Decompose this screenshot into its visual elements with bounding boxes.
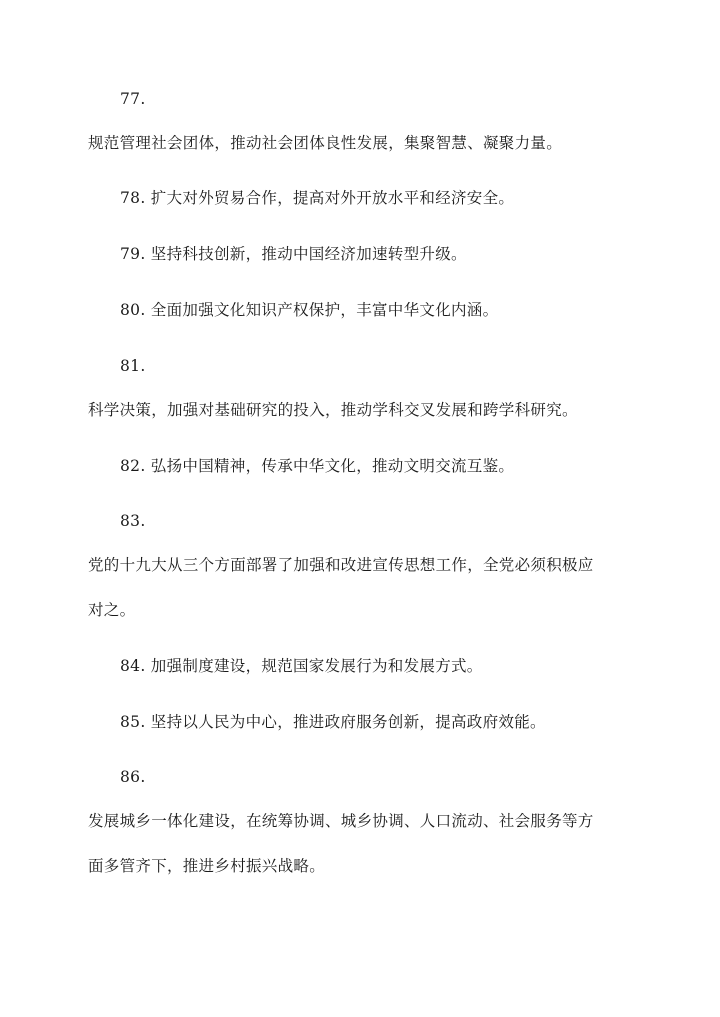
item-77-number: 77. xyxy=(120,90,146,108)
item-82-text: 弘扬中国精神，传承中华文化，推动文明交流互鉴。 xyxy=(150,457,515,475)
item-78 xyxy=(120,188,514,208)
item-82-number: 82. xyxy=(120,457,146,475)
item-82 xyxy=(120,456,514,476)
item-84-number: 84. xyxy=(120,657,146,675)
item-85-number: 85. xyxy=(120,713,146,731)
item-85-text: 坚持以人民为中心，推进政府服务创新，提高政府效能。 xyxy=(150,713,546,731)
item-80-text: 全面加强文化知识产权保护，丰富中华文化内涵。 xyxy=(150,301,499,319)
item-86-text-line1: 发展城乡一体化建设，在统筹协调、城乡协调、人口流动、社会服务等方 xyxy=(88,812,594,830)
item-78-number: 78. xyxy=(120,189,146,207)
item-80 xyxy=(120,300,498,320)
item-86-text-line2: 面多管齐下，推进乡村振兴战略。 xyxy=(88,857,326,875)
item-84 xyxy=(120,656,483,676)
item-79-number: 79. xyxy=(120,245,146,263)
item-80-number: 80. xyxy=(120,301,146,319)
item-83-number: 83. xyxy=(120,512,146,530)
item-85 xyxy=(120,712,546,732)
item-79 xyxy=(120,244,467,264)
item-81-text: 科学决策，加强对基础研究的投入，推动学科交叉发展和跨学科研究。 xyxy=(88,401,578,419)
item-84-text: 加强制度建设，规范国家发展行为和发展方式。 xyxy=(150,657,483,675)
item-79-text: 坚持科技创新，推动中国经济加速转型升级。 xyxy=(150,245,467,263)
item-83-text-line1: 党的十九大从三个方面部署了加强和改进宣传思想工作，全党必须积极应 xyxy=(88,556,594,574)
item-78-text: 扩大对外贸易合作，提高对外开放水平和经济安全。 xyxy=(150,189,515,207)
item-77-text: 规范管理社会团体，推动社会团体良性发展，集聚智慧、凝聚力量。 xyxy=(88,134,563,152)
item-83-text-line2: 对之。 xyxy=(88,601,136,619)
item-86-number: 86. xyxy=(120,768,146,786)
item-81-number: 81. xyxy=(120,357,146,375)
